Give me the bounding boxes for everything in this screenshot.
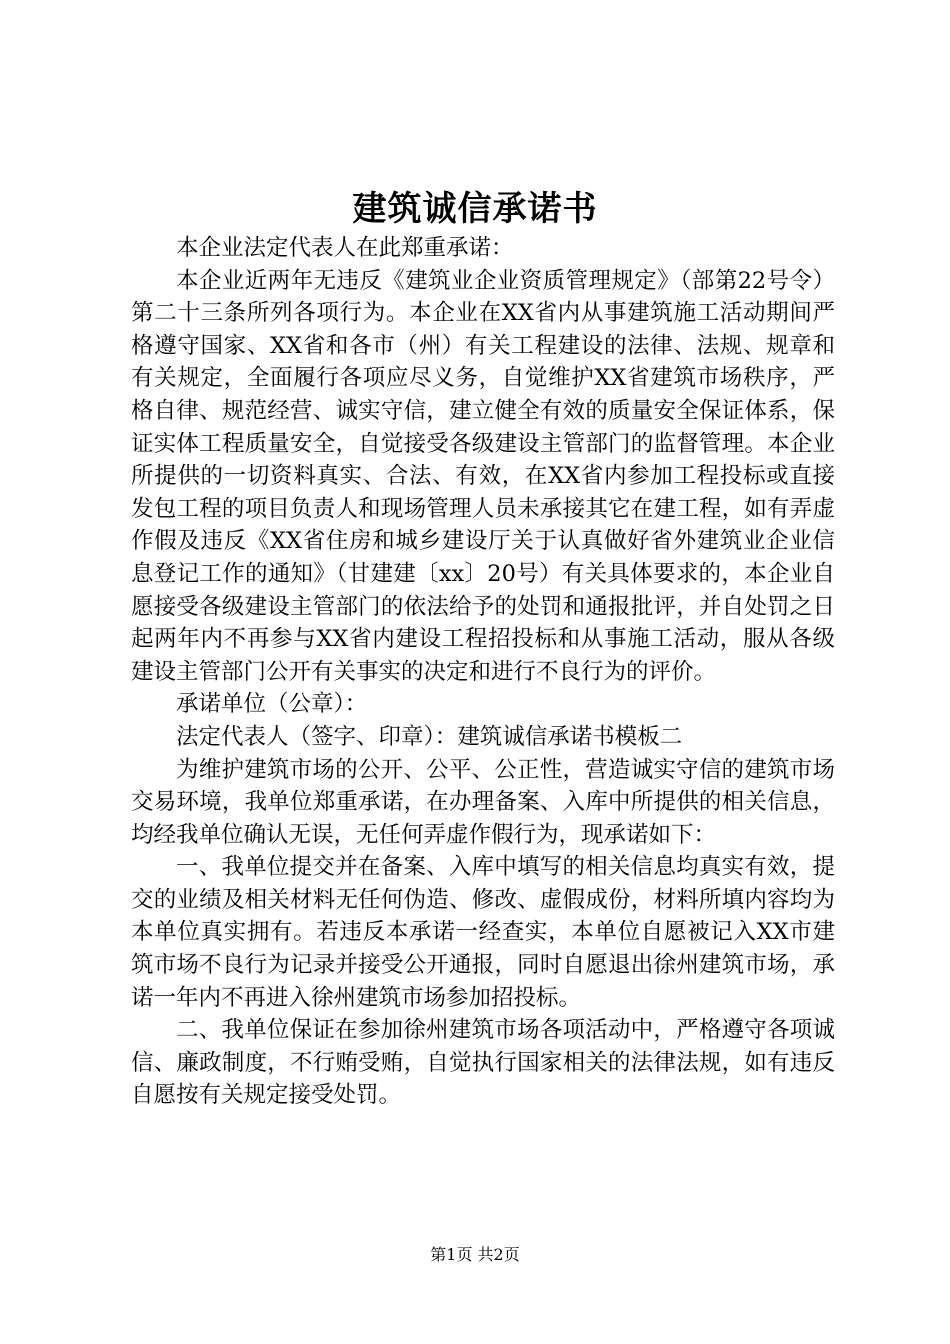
document-body: [131, 232, 835, 1112]
paragraph-seal-line: 承诺单位（公章）：: [176, 691, 368, 718]
paragraph-signature-line: 法定代表人（签字、印章）：建筑诚信承诺书模板二: [176, 723, 683, 750]
paragraph-intro-two: 为维护建筑市场的公开、公平、公正性，营造诚实守信的建筑市场交易环境，我单位郑重承诺，在办理备案、入库中所提供的相关信息，均经我单位确认无误，无任何弄虚作假行为，现承诺如下：: [131, 756, 835, 848]
paragraph-item-two: 二、我单位保证在参加徐州建筑市场各项活动中，严格遵守各项诚信、廉政制度，不行贿受贿，自觉执行国家相关的法律法规，如有违反自愿按有关规定接受处罚。: [131, 1017, 835, 1109]
paragraph-preamble: 本企业法定代表人在此郑重承诺：: [176, 235, 514, 261]
page-number-footer: 第1页 共2页: [430, 1245, 520, 1264]
paragraph-commitment: 本企业近两年无违反《建筑业企业资质管理规定》（部第22号令）第二十三条所列各项行为。本企业在XX省内从事建筑施工活动期间严格遵守国家、XX省和各市（州）有关工程建设的法律、法规、规章和有关规定，全面履行各项应尽义务，自觉维护XX省建筑市场秩序，严格自律、规范经营、诚实守信，建立健全有效的质量安全保证体系，保证实体工程质量安全，自觉接受各级建设主管部门的监督管理。本企业所提供的一切资料真实、合法、有效，在XX省内参加工程投标或直接发包工程的项目负责人和现场管理人员未承接其它在建工程，如有弄虚作假及违反《XX省住房和城乡建设厅关于认真做好省外建筑业企业信息登记工作的通知》（甘建建〔xx〕20号）有关具体要求的，本企业自愿接受各级建设主管部门的依法给予的处罚和通报批评，并自处罚之日起两年内不再参与XX省内建设工程招投标和从事施工活动，服从各级建设主管部门公开有关事实的决定和进行不良行为的评价。: [131, 267, 835, 685]
document-title: 建筑诚信承诺书: [352, 189, 598, 229]
paragraph-item-one: 一、我单位提交并在备案、入库中填写的相关信息均真实有效，提交的业绩及相关材料无任何伪造、修改、虚假成份，材料所填内容均为本单位真实拥有。若违反本承诺一经查实，本单位自愿被记入XX市建筑市场不良行为记录并接受公开通报，同时自愿退出徐州建筑市场，承诺一年内不再进入徐州建筑市场参加招投标。: [131, 854, 835, 1011]
